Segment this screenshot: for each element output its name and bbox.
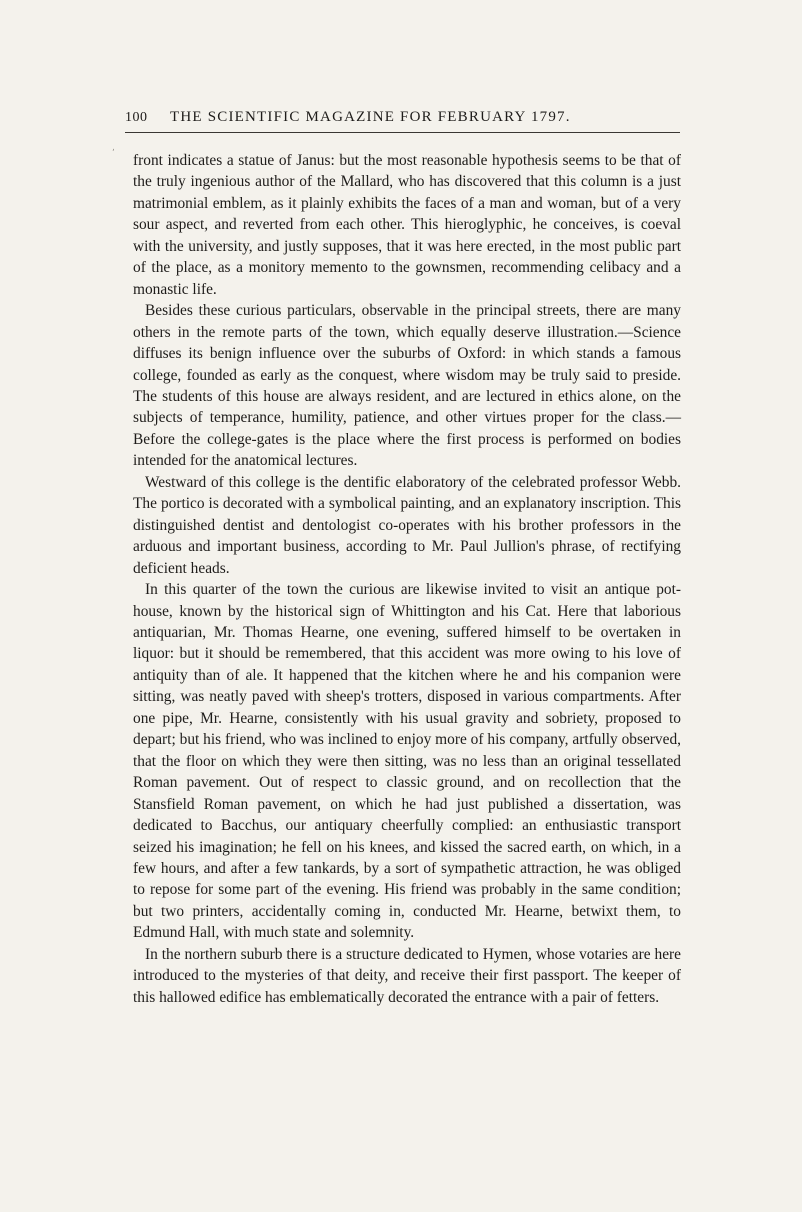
running-header — [125, 108, 680, 133]
paragraph-pot-house: In this quarter of the town the curious are likewise invited to visit an antique pot-house, known by the historical sign of Whittington and his Cat. Here that laborious antiquarian, Mr. Thomas Hearne, one evening, suffered himself to be overtaken in liquor: but it should be remembered, that this accident was more owing to his love of antiquity than of ale. It happened that the kitchen where he and his companion were sitting, was neatly paved with sheep's trotters, disposed in various compartments. After one pipe, Mr. Hearne, consistently with his usual gravity and sobriety, proposed to depart; but his friend, who was inclined to enjoy more of his company, artfully observed, that the floor on which they were then sitting, was no less than an original tessellated Roman pavement. Out of respect to classic ground, and on recollection that the Stansfield Roman pavement, on which he had just published a dissertation, was dedicated to Bacchus, our antiquary cheerfully complied: an enthusiastic transport seized his imagination; he fell on his knees, and kissed the sacred earth, on which, in a few hours, and after a few tankards, by a sort of sympathetic attraction, he was obliged to repose for some part of the evening. His friend was probably in the same condition; but two printers, accidentally coming in, conducted Mr. Hearne, betwixt them, to Edmund Hall, with much state and solemnity. — [133, 581, 681, 942]
article-body — [133, 150, 681, 1008]
paragraph-janus-column: front indicates a statue of Janus: but the most reasonable hypothesis seems to be that of the truly ingenious author of the Mallard, who has discovered that this column is a just matrimonial emblem, as it plainly exhibits the faces of a man and woman, but of a very sour aspect, and reverted from each other. This hieroglyphic, he conceives, is coeval with the university, and justly supposes, that it was here erected, in the most public part of the place, as a monitory memento to the gownsmen, recommending celibacy and a monastic life. — [133, 152, 681, 298]
paragraph-hymen: In the northern suburb there is a structure dedicated to Hymen, whose votaries are here introduced to the mysteries of that deity, and receive their first passport. The keeper of this hallowed edifice has emblematically decorated the entrance with a pair of fetters. — [133, 945, 681, 1006]
paragraph-suburbs: Besides these curious particulars, observable in the principal streets, there are many others in the remote parts of the town, which equally deserve illustration.—Science diffuses its benign influence over the suburbs of Oxford: in which stands a famous college, founded as early as the conquest, where wisdom may be truly said to preside. The students of this house are always resident, and are lectured in ethics alone, on the subjects of temperance, humility, patience, and other virtues proper for the class.—Before the college-gates is the place where the first process is performed on bodies intended for the anatomical lectures. — [133, 302, 681, 470]
paragraph-dentist: Westward of this college is the dentific elaboratory of the celebrated professor Webb. The portico is decorated with a symbolical painting, and an explanatory inscription. This distinguished dentist and dentologist co-operates with his brother professors in the arduous and important business, according to Mr. Paul Jullion's phrase, of rectifying deficient heads. — [133, 473, 681, 577]
page-number: 100 — [125, 110, 148, 125]
margin-mark: , — [112, 143, 115, 153]
running-title: THE SCIENTIFIC MAGAZINE FOR FEBRUARY 1797. — [170, 109, 571, 125]
